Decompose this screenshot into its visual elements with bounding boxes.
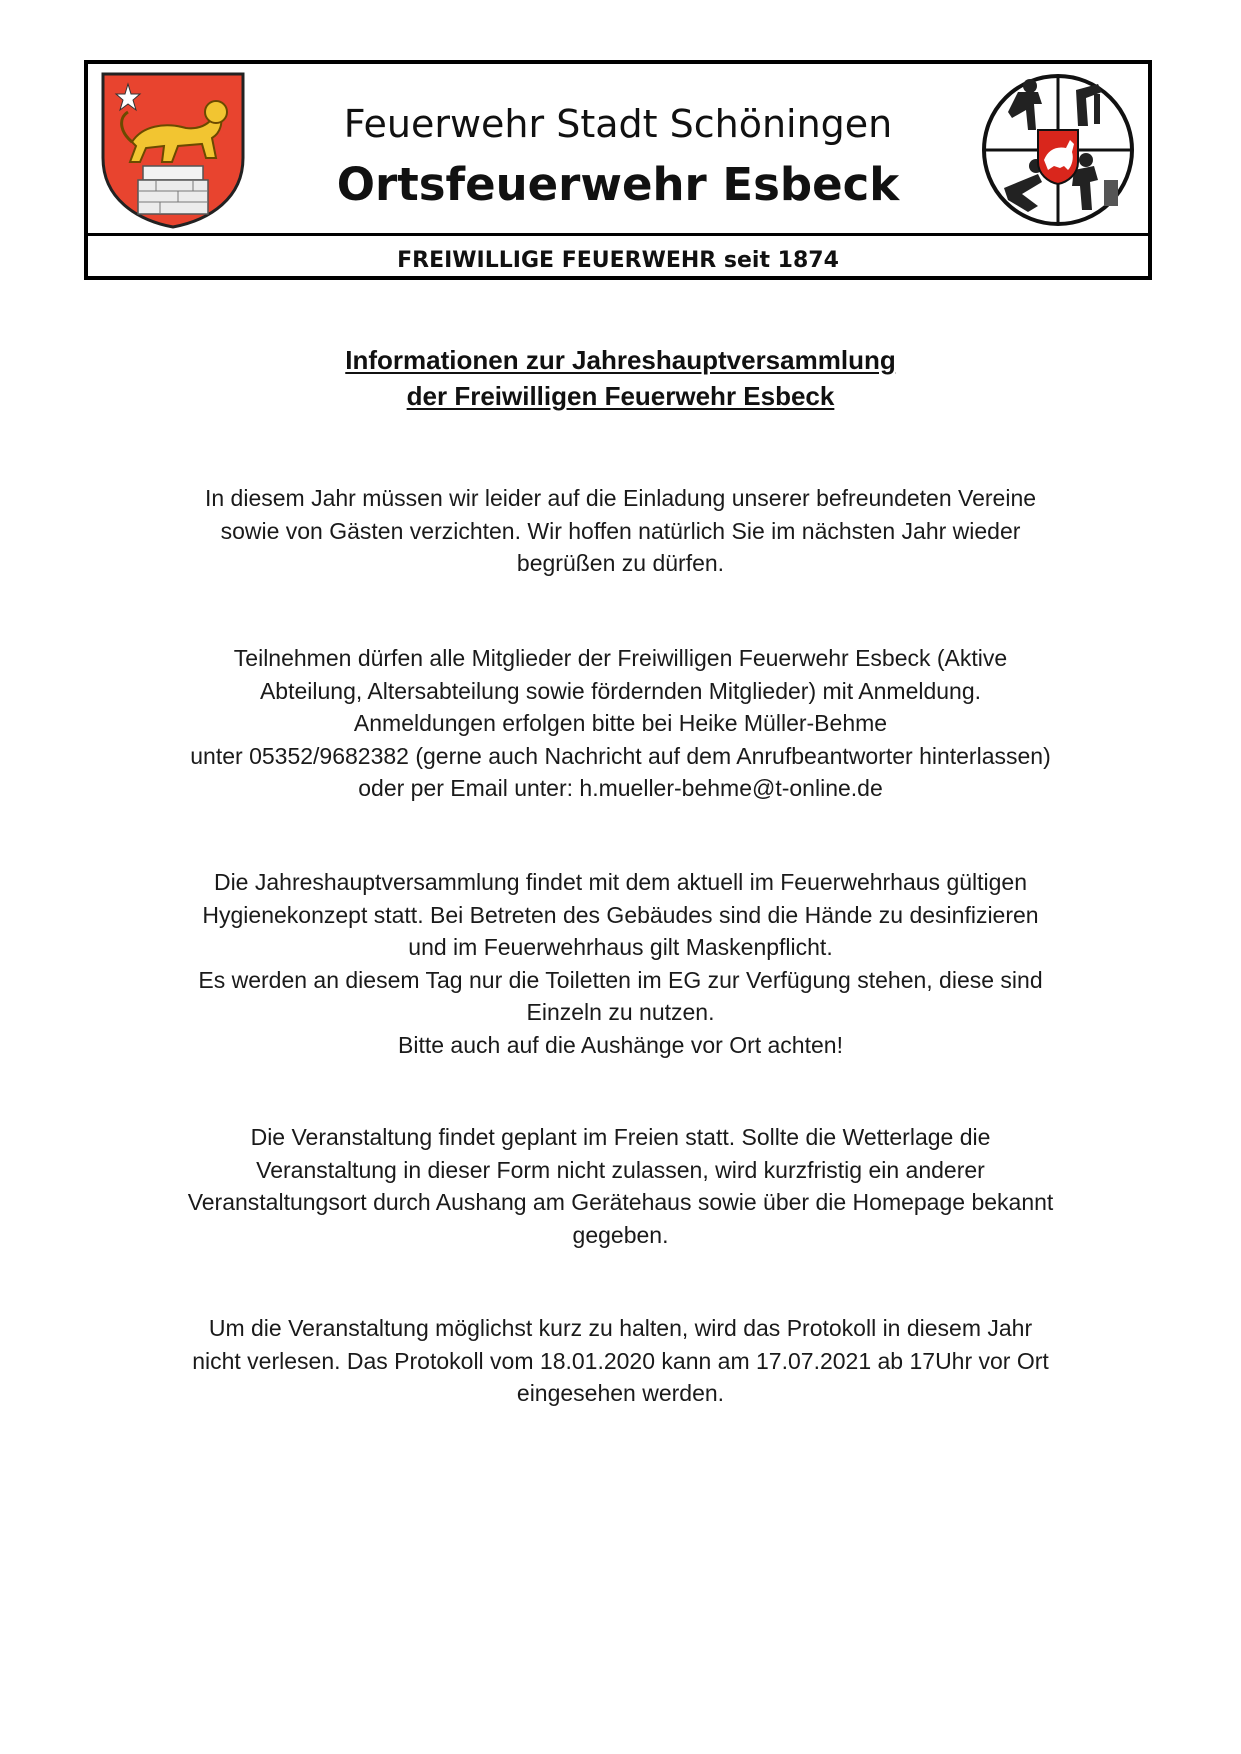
paragraph-line: Hygienekonzept statt. Bei Betreten des Gebäudes sind die Hände zu desinfizieren — [202, 901, 1039, 928]
paragraph-line: Die Jahreshauptversammlung findet mit dem aktuell im Feuerwehrhaus gültigen — [213, 869, 1028, 895]
coat-of-arms-icon — [98, 70, 248, 230]
city-title: Feuerwehr Stadt Schöningen — [343, 102, 893, 146]
founding-tagline: FREIWILLIGE FEUERWEHR seit 1874 — [397, 248, 839, 273]
paragraph-hygiene — [100, 866, 1141, 1061]
paragraph-line: Anmeldungen erfolgen bitte bei Heike Müller-Behme — [353, 710, 888, 736]
paragraph-line: Es werden an diesem Tag nur die Toiletten im EG zur Verfügung stehen, diese sind — [198, 966, 1043, 993]
paragraph-protocol — [100, 1312, 1141, 1410]
paragraph-guests — [100, 482, 1141, 580]
paragraph-line: Veranstaltungsort durch Aushang am Gerätehaus sowie über die Homepage bekannt — [187, 1189, 1054, 1215]
paragraph-line: Um die Veranstaltung möglichst kurz zu halten, wird das Protokoll in diesem Jahr — [208, 1315, 1033, 1341]
paragraph-line: Teilnehmen dürfen alle Mitglieder der Freiwilligen Feuerwehr Esbeck (Aktive — [233, 645, 1008, 671]
paragraph-line: Veranstaltung in dieser Form nicht zulassen, wird kurzfristig ein anderer — [256, 1156, 985, 1183]
paragraph-line: begrüßen zu dürfen. — [516, 550, 725, 576]
heading-line-2: der Freiwilligen Feuerwehr Esbeck — [406, 381, 835, 411]
paragraph-line: Abteilung, Altersabteilung sowie fördernden Mitglieder) mit Anmeldung. — [259, 677, 982, 704]
paragraph-line: Bitte auch auf die Aushänge vor Ort achten! — [398, 1031, 843, 1058]
fire-brigade-emblem-icon — [978, 70, 1138, 230]
unit-title: Ortsfeuerwehr Esbeck — [336, 158, 900, 211]
paragraph-line: In diesem Jahr müssen wir leider auf die Einladung unserer befreundeten Vereine — [204, 485, 1037, 511]
paragraph-line: oder per Email unter: h.mueller-behme@t-online.de — [358, 775, 883, 801]
paragraph-line: sowie von Gästen verzichten. Wir hoffen natürlich Sie im nächsten Jahr wieder — [220, 517, 1021, 544]
paragraph-line: gegeben. — [572, 1221, 669, 1248]
paragraph-registration — [100, 642, 1141, 805]
paragraph-line: Die Veranstaltung findet geplant im Freien statt. Sollte die Wetterlage die — [250, 1124, 991, 1150]
paragraph-venue — [100, 1121, 1141, 1251]
letterhead — [84, 60, 1152, 280]
paragraph-line: nicht verlesen. Das Protokoll vom 18.01.2020 kann am 17.07.2021 ab 17Uhr vor Ort — [192, 1347, 1049, 1374]
paragraph-line: Einzeln zu nutzen. — [526, 999, 715, 1025]
heading-line-1: Informationen zur Jahreshauptversammlung — [345, 345, 896, 375]
paragraph-line: und im Feuerwehrhaus gilt Maskenpflicht. — [408, 934, 833, 960]
paragraph-line: unter 05352/9682382 (gerne auch Nachricht auf dem Anrufbeantworter hinterlassen) — [190, 742, 1051, 769]
letterhead-top — [88, 64, 1148, 236]
paragraph-line: eingesehen werden. — [516, 1380, 725, 1406]
